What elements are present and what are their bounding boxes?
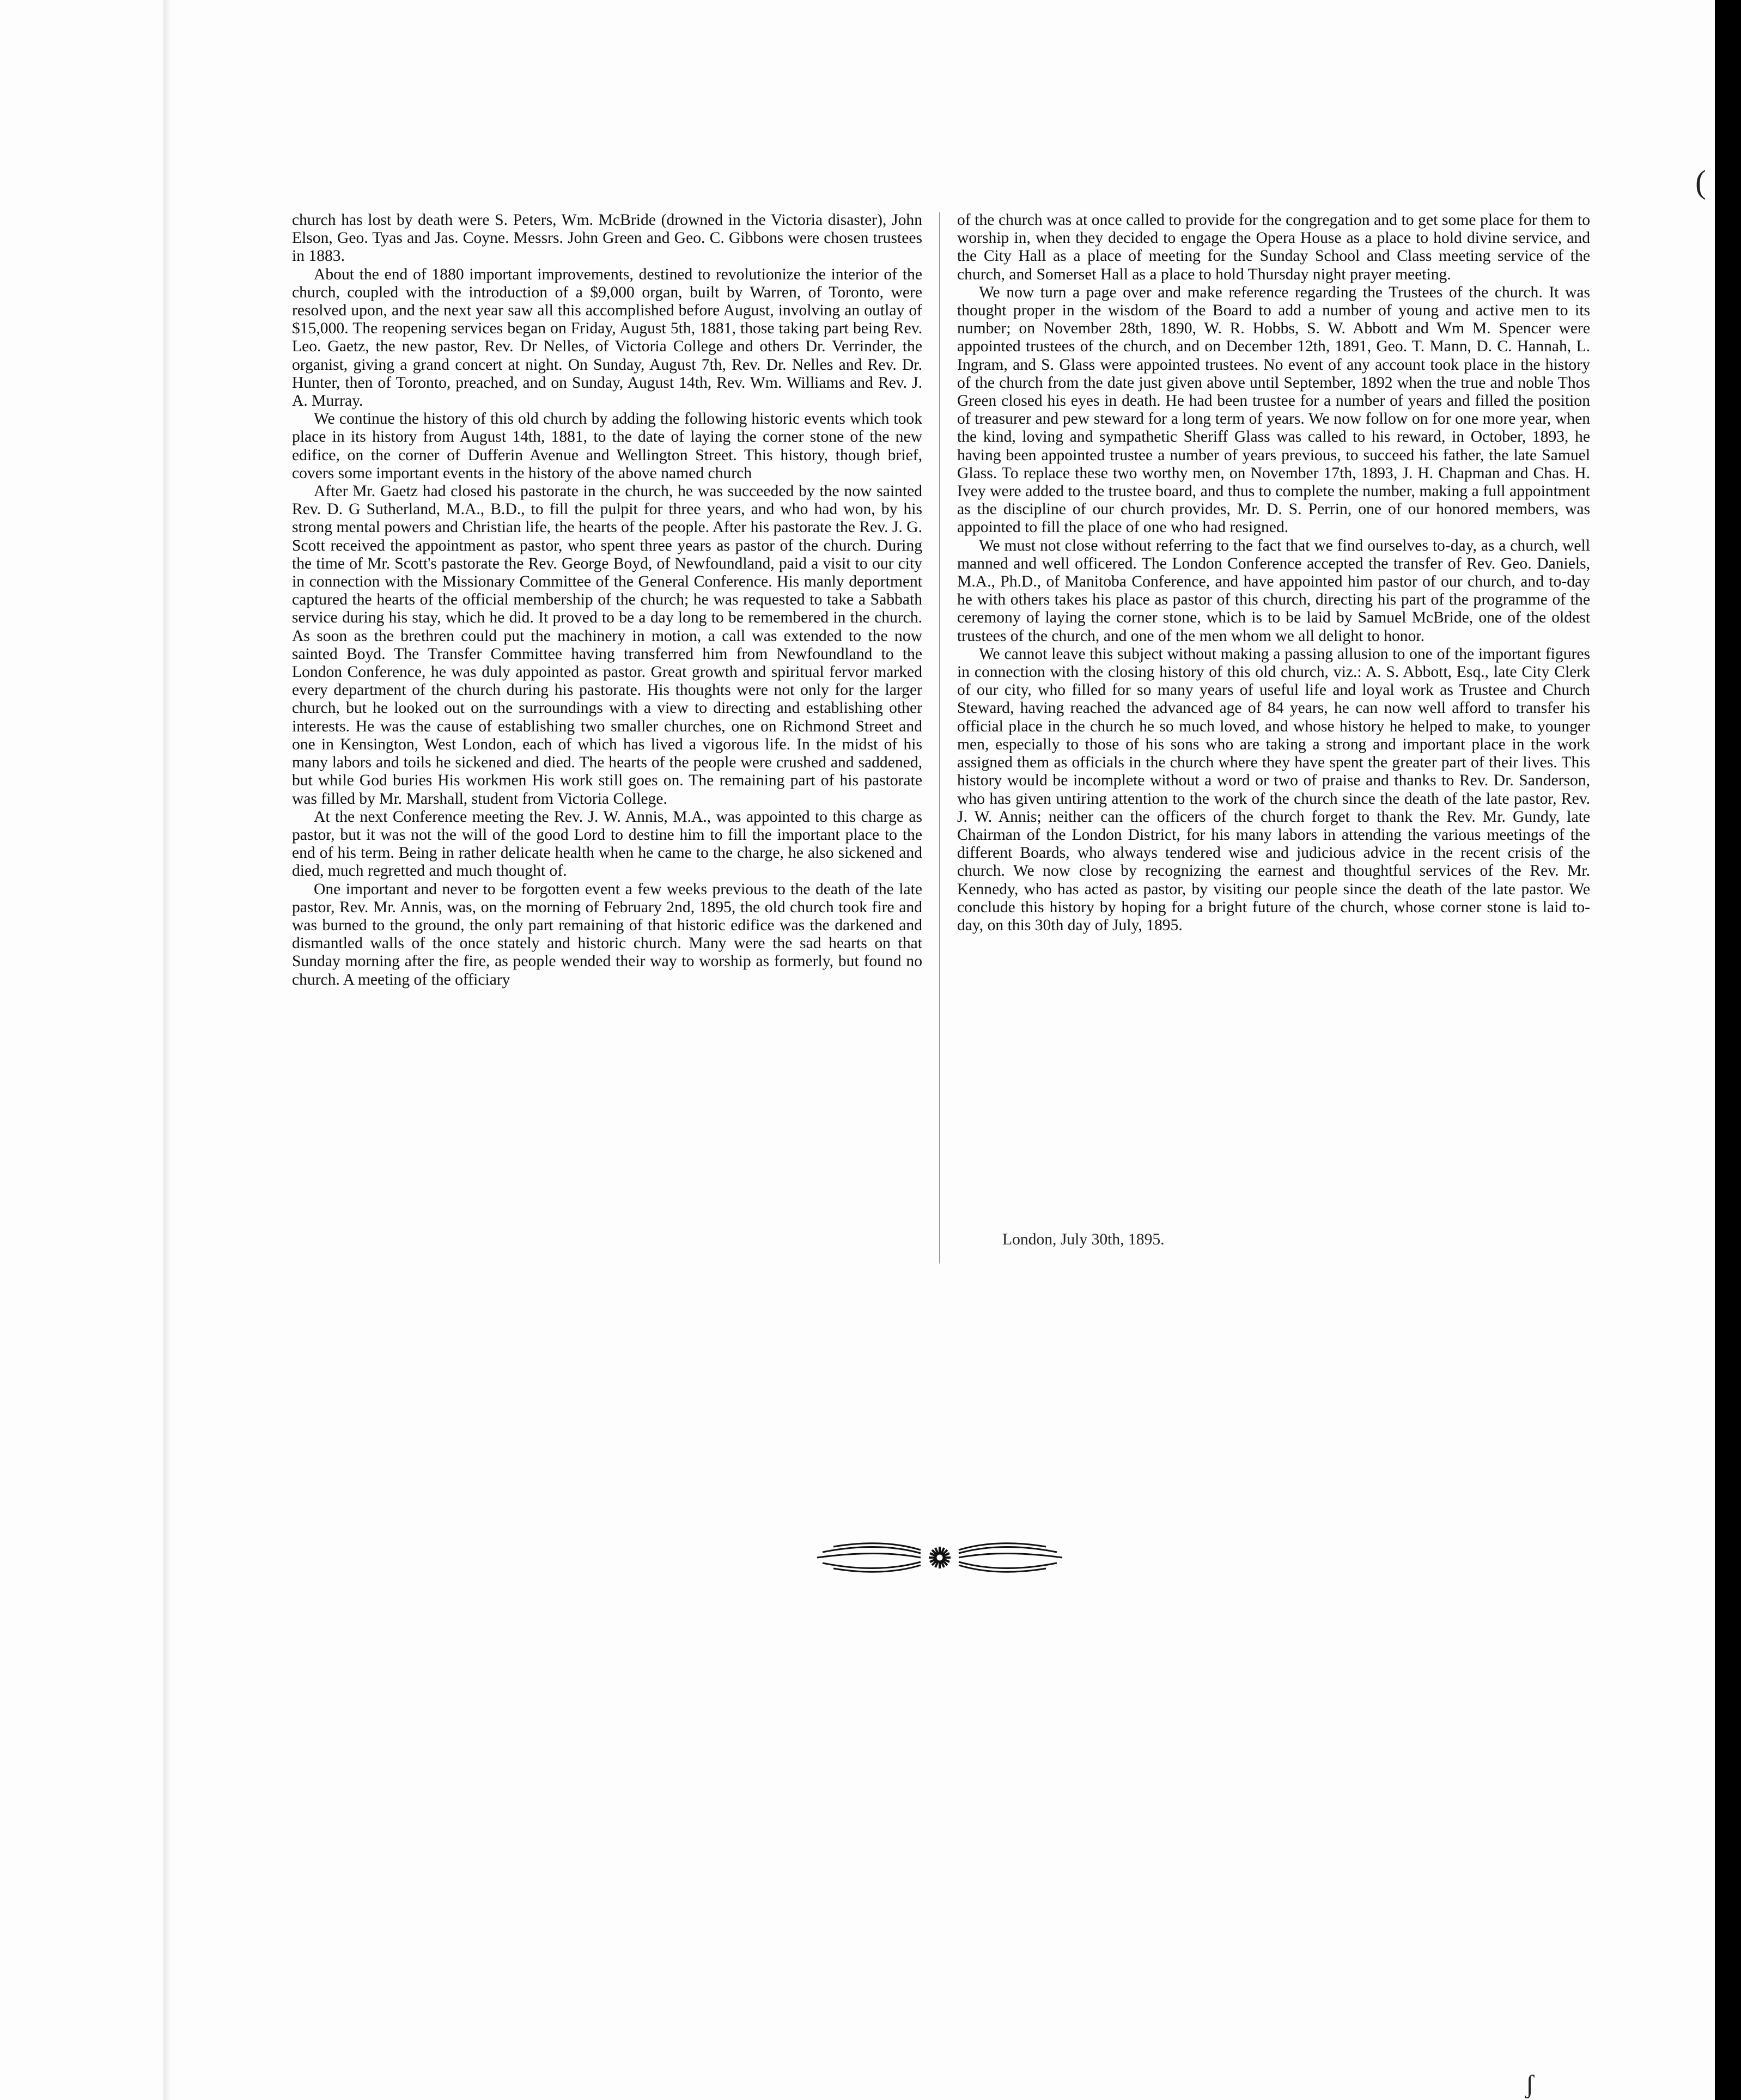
paragraph: About the end of 1880 important improvements, destined to revolutionize the interior of the church, coupled with the introduction of a $9,000 organ, built by Warren, of Toronto, were resolved upon, and the next year saw all this accomplished before August, involving an outlay of $15,000. The reopening services began on Friday, August 5th, 1881, those taking part being Rev. Leo. Gaetz, the new pastor, Rev. Dr Nelles, of Victoria College and others Dr. Verrinder, the organist, giving a grand concert at night. On Sunday, August 7th, Rev. Dr. Nelles and Rev. Dr. Hunter, then of Toronto, preached, and on Sunday, August 14th, Rev. Wm. Williams and Rev. J. A. Murray. [292, 265, 922, 410]
paragraph: After Mr. Gaetz had closed his pastorate in the church, he was succeeded by the now sainted Rev. D. G Sutherland, M.A., B.D., to fill the pulpit for three years, and who had won, by his strong mental powers and Christian life, the hearts of the people. After his pastorate the Rev. J. G. Scott received the appointment as pastor, who spent three years as pastor of the church. During the time of Mr. Scott's pastorate the Rev. George Boyd, of Newfoundland, paid a visit to our city in connection with the Missionary Committee of the General Conference. His manly deportment captured the hearts of the official membership of the church; he was requested to take a Sabbath service during his stay, which he did. It proved to be a day long to be remembered in the church. As soon as the brethren could put the machinery in motion, a call was extended to the now sainted Boyd. The Transfer Committee having transferred him from Newfoundland to the London Conference, he was duly appointed as pastor. Great growth and spiritual fervor marked every department of the church during his pastorate. His thoughts were not only for the larger church, but he looked out on the surroundings with a view to directing and establishing other interests. He was the cause of establishing two smaller churches, one on Richmond Street and one in Kensington, West London, each of which has lived a vigorous life. In the midst of his many labors and toils he sickened and died. The hearts of the people were crushed and saddened, but while God buries His workmen His work still goes on. The remaining part of his pastorate was filled by Mr. Marshall, student from Victoria College. [292, 483, 922, 808]
corner-mark-icon: ʃ [1525, 2070, 1534, 2099]
binding-edge [163, 0, 171, 2100]
paragraph: church has lost by death were S. Peters, Wm. McBride (drowned in the Victoria disaster), John Elson, Geo. Tyas and Jas. Coyne. Messrs. John Green and Geo. C. Gibbons were chosen trustees in 1883. [292, 211, 922, 265]
paragraph: We now turn a page over and make reference regarding the Trustees of the church. It was thought proper in the wisdom of the Board to add a number of young and active men to its number; on November 28th, 1890, W. R. Hobbs, S. W. Abbott and Wm M. Spencer were appointed trustees of the church, and on December 12th, 1891, Geo. T. Mann, D. C. Hannah, L. Ingram, and S. Glass were appointed trustees. No event of any account took place in the history of the church from the date just given above until September, 1892 when the true and noble Thos Green closed his eyes in death. He had been trustee for a number of years and filled the position of treasurer and pew steward for a long term of years. We now follow on for one more year, when the kind, loving and sympathetic Sheriff Glass was called to his reward, in October, 1893, he having been appointed trustee a number of years previous, to succeed his father, the late Samuel Glass. To replace these two worthy men, on November 17th, 1893, J. H. Chapman and Chas. H. Ivey were added to the trustee board, and thus to complete the number, making a full appointment as the discipline of our church provides, Mr. D. S. Perrin, one of our honored members, was appointed to fill the place of one who had resigned. [957, 283, 1590, 536]
paragraph: We continue the history of this old church by adding the following historic events which took place in its history from August 14th, 1881, to the date of laying the corner stone of the new edifice, on the corner of Dufferin Avenue and Wellington Street. This history, though brief, covers some important events in the history of the above named church [292, 410, 922, 482]
column-divider [939, 212, 940, 1263]
right-column [957, 211, 1590, 935]
paragraph: We cannot leave this subject without making a passing allusion to one of the important figures in connection with the closing history of this old church, viz.: A. S. Abbott, Esq., late City Clerk of our city, who filled for so many years of useful life and loyal work as Trustee and Church Steward, having reached the advanced age of 84 years, he can now well afford to transfer his official place in the church he so much loved, and whose history he helped to make, to younger men, especially to those of his sons who are taking a strong and important place in the work assigned them as officials in the church where they have spent the greater part of their lives. This history would be incomplete without a word or two of praise and thanks to Rev. Dr. Sanderson, who has given untiring attention to the work of the church since the death of the late pastor, Rev. J. W. Annis; neither can the officers of the church forget to thank the Rev. Mr. Gundy, late Chairman of the London District, for his many labors in attending the various meetings of the different Boards, who always tendered wise and judicious advice in the recent crisis of the church. We now close by recognizing the earnest and thoughtful services of the Rev. Mr. Kennedy, who has acted as pastor, by visiting our people since the death of the late pastor. We conclude this history by hoping for a bright future of the church, whose corner stone is laid to-day, on this 30th day of July, 1895. [957, 645, 1590, 934]
paragraph: We must not close without referring to the fact that we find ourselves to-day, as a church, well manned and well officered. The London Conference accepted the transfer of Rev. Geo. Daniels, M.A., Ph.D., of Manitoba Conference, and have appointed him pastor of our church, and to-day he with others takes his place as pastor of this church, directing his part of the programme of the ceremony of laying the corner stone, which is to be laid by Samuel McBride, one of the oldest trustees of the church, and one of the men whom we all delight to honor. [957, 536, 1590, 645]
signoff-dateline: London, July 30th, 1895. [1002, 1231, 1165, 1248]
paragraph: One important and never to be forgotten event a few weeks previous to the death of the late pastor, Rev. Mr. Annis, was, on the morning of February 2nd, 1895, the old church took fire and was burned to the ground, the only part remaining of that historic edifice was the darkened and dismantled walls of the once stately and historic church. Many were the sad hearts on that Sunday morning after the fire, as people wended their way to worship as formerly, but found no church. A meeting of the officiary [292, 880, 922, 988]
ornament-flourish-icon [812, 1530, 1068, 1585]
edge-mark-icon: ( [1695, 164, 1706, 200]
paragraph: At the next Conference meeting the Rev. J. W. Annis, M.A., was appointed to this charge as pastor, but it was not the will of the good Lord to destine him to fill the important place to the end of his term. Being in rather delicate health when he came to the charge, he also sickened and died, much regretted and much thought of. [292, 808, 922, 880]
scan-border [1715, 0, 1741, 2100]
left-column [292, 211, 922, 989]
paragraph: of the church was at once called to provide for the congregation and to get some place for them to worship in, when they decided to engage the Opera House as a place to hold divine service, and the City Hall as a place of meeting for the Sunday School and Class meeting service of the church, and Somerset Hall as a place to hold Thursday night prayer meeting. [957, 211, 1590, 283]
